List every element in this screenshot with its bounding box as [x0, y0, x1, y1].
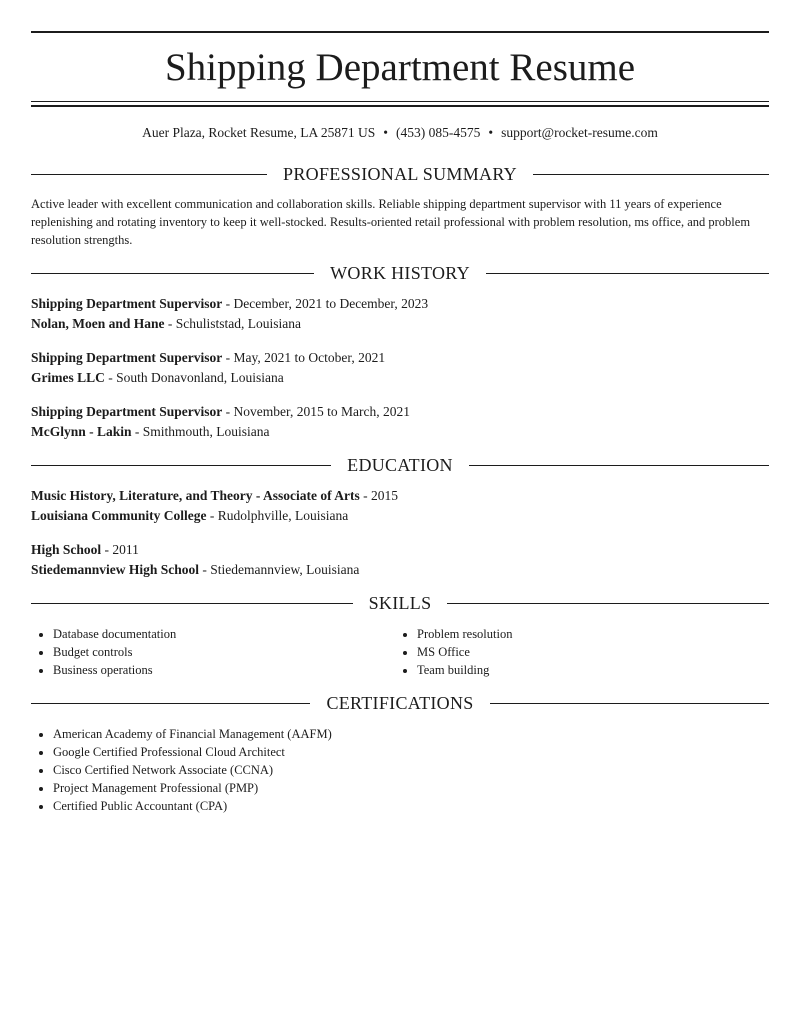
job-company: Grimes LLC [31, 370, 105, 385]
job-location: - Schuliststad, Louisiana [164, 316, 302, 331]
school-line [31, 560, 769, 580]
job-dates: - December, 2021 to December, 2023 [222, 296, 429, 311]
job-company-line [31, 422, 769, 442]
school-line [31, 506, 769, 526]
job-company-line [31, 314, 769, 334]
job-entry [31, 294, 769, 334]
job-company-line [31, 368, 769, 388]
school-location: - Stiedemannview, Louisiana [199, 562, 360, 577]
job-location: - South Donavonland, Louisiana [104, 370, 284, 385]
skills-list-right [395, 625, 769, 679]
job-title: Shipping Department Supervisor [31, 296, 223, 311]
skill-item: Database documentation [31, 625, 769, 643]
job-title-line [31, 402, 769, 422]
job-title-line [31, 348, 769, 368]
contact-separator: • [383, 125, 389, 140]
degree-line [31, 486, 769, 506]
certifications-list [31, 725, 769, 815]
job-company: Nolan, Moen and Hane [31, 316, 165, 331]
title-rule-upper [31, 101, 769, 102]
job-title: Shipping Department Supervisor [31, 350, 223, 365]
summary-heading [31, 162, 769, 186]
work-history-heading-label: WORK HISTORY [330, 263, 470, 283]
heading-rule [486, 273, 769, 274]
degree-year: - 2015 [359, 488, 398, 503]
summary-text: Active leader with excellent communication and collaboration skills. Reliable shipping department supervisor with 11 years of experience replenishing and rotating inventory to keep it well-stocked. Results-oriented retail professional with problem resolution, ms office, and problem resolution strengths. [31, 197, 751, 247]
top-rule [31, 31, 769, 33]
heading-rule [31, 174, 267, 175]
resume-title: Shipping Department Resume [164, 46, 636, 89]
job-dates: - May, 2021 to October, 2021 [222, 350, 386, 365]
job-entry [31, 348, 769, 388]
certification-item: American Academy of Financial Management (AAFM) [31, 725, 769, 743]
education-heading [31, 453, 769, 477]
certifications-heading-label: CERTIFICATIONS [326, 693, 474, 713]
school: Louisiana Community College [31, 508, 207, 523]
degree: Music History, Literature, and Theory - Associate of Arts [31, 488, 360, 503]
certification-item: Cisco Certified Network Associate (CCNA) [31, 761, 769, 779]
skills-heading [31, 591, 769, 615]
job-dates: - November, 2015 to March, 2021 [222, 404, 410, 419]
degree-year: - 2011 [101, 542, 139, 557]
degree: High School [31, 542, 102, 557]
heading-rule [31, 603, 353, 604]
degree-line [31, 540, 769, 560]
school-location: - Rudolphville, Louisiana [206, 508, 349, 523]
certification-item: Project Management Professional (PMP) [31, 779, 769, 797]
certifications-heading [31, 691, 769, 715]
heading-rule [533, 174, 769, 175]
contact-address: Auer Plaza, Rocket Resume, LA 25871 US [142, 125, 376, 140]
school: Stiedemannview High School [31, 562, 200, 577]
education-entry [31, 540, 769, 580]
skill-item: MS Office [395, 643, 769, 661]
skill-item: Problem resolution [395, 625, 769, 643]
skills-heading-label: SKILLS [368, 593, 432, 613]
contact-separator: • [488, 125, 494, 140]
job-company: McGlynn - Lakin [31, 424, 132, 439]
skill-item: Budget controls [31, 643, 769, 661]
heading-rule [490, 703, 769, 704]
contact-email: support@rocket-resume.com [501, 125, 658, 140]
heading-rule [31, 465, 331, 466]
title-rule-lower [31, 105, 769, 107]
certification-item: Certified Public Accountant (CPA) [31, 797, 769, 815]
education-heading-label: EDUCATION [347, 455, 453, 475]
heading-rule [469, 465, 769, 466]
job-location: - Smithmouth, Louisiana [131, 424, 270, 439]
heading-rule [447, 603, 769, 604]
work-history-heading [31, 261, 769, 285]
job-entry [31, 402, 769, 442]
contact-line [31, 123, 769, 143]
summary-heading-label: PROFESSIONAL SUMMARY [283, 164, 517, 184]
heading-rule [31, 273, 314, 274]
education-entry [31, 486, 769, 526]
job-title: Shipping Department Supervisor [31, 404, 223, 419]
contact-phone: (453) 085-4575 [396, 125, 481, 140]
certification-item: Google Certified Professional Cloud Architect [31, 743, 769, 761]
skill-item: Business operations [31, 661, 769, 679]
skill-item: Team building [395, 661, 769, 679]
heading-rule [31, 703, 310, 704]
job-title-line [31, 294, 769, 314]
